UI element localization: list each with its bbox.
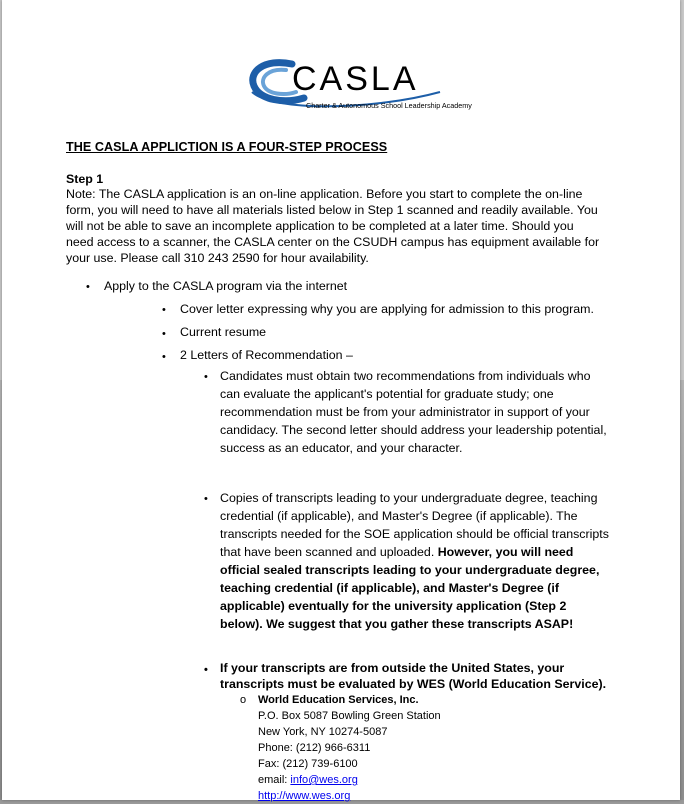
email-link[interactable]: info@wes.org xyxy=(290,774,358,786)
step1-note xyxy=(66,186,656,266)
logo-wordmark: CASLA xyxy=(292,60,419,98)
wes-fax: Fax: (212) 739-6100 xyxy=(258,758,358,770)
outside-us-notice xyxy=(220,660,660,692)
text-line: success as an educator, and your character. xyxy=(220,441,463,455)
bold-text-line: teaching credential (if applicable), and Master's Degree (if xyxy=(220,581,559,595)
bullet-dot: • xyxy=(162,328,166,340)
note-line: will not be able to save an incomplete application to be completed at a later time. Should you xyxy=(66,219,574,233)
list-item-recommendations: 2 Letters of Recommendation – xyxy=(180,348,353,362)
bold-text-line: official sealed transcripts leading to your undergraduate degree, xyxy=(220,563,600,577)
text-line: candidacy. The second letter should address your leadership potential, xyxy=(220,423,607,437)
text-line xyxy=(220,543,660,561)
text-line: recommendation must be from your administrator in support of your xyxy=(220,405,590,419)
bold-text-line: applicable) eventually for the university application (Step 2 xyxy=(220,599,567,613)
note-line: need access to a scanner, the CASLA center on the CSUDH campus has equipment available for xyxy=(66,235,600,249)
text-line: credential (if applicable), and Master's Degree (if applicable). The xyxy=(220,509,578,523)
recommendation-details xyxy=(220,367,660,457)
bullet-dot: • xyxy=(204,371,208,383)
text-line: transcripts needed for the SOE application should be official transcripts xyxy=(220,527,609,541)
wes-contact-block xyxy=(258,692,618,804)
wes-website-line xyxy=(258,788,618,804)
transcripts-details xyxy=(220,489,660,633)
wes-name: World Education Services, Inc. xyxy=(258,694,419,706)
document-page xyxy=(2,0,680,800)
wes-address-line1: P.O. Box 5087 Bowling Green Station xyxy=(258,710,441,722)
bullet-dot: • xyxy=(86,281,90,293)
sub-bullet-marker: o xyxy=(240,694,247,706)
list-item-cover-letter: Cover letter expressing why you are applying for admission to this program. xyxy=(180,302,594,316)
logo-tagline: Charter & Autonomous School Leadership Academy xyxy=(306,101,472,110)
bold-text-line: transcripts must be evaluated by WES (World Education Service). xyxy=(220,677,607,691)
bullet-dot: • xyxy=(204,493,208,505)
wes-address-line2: New York, NY 10274-5087 xyxy=(258,726,388,738)
text-line: can evaluate the applicant's potential for graduate study; one xyxy=(220,387,554,401)
note-line: Note: The CASLA application is an on-line application. Before you start to complete the on-line xyxy=(66,187,583,201)
page-heading: THE CASLA APPLICTION IS A FOUR-STEP PROCESS xyxy=(66,140,388,154)
bullet-dot: • xyxy=(162,304,166,316)
bold-text-line: If your transcripts are from outside the United States, your xyxy=(220,661,565,675)
website-link[interactable]: http://www.wes.org xyxy=(258,790,351,802)
text-line: Candidates must obtain two recommendations from individuals who xyxy=(220,369,591,383)
note-line: form, you will need to have all materials listed below in Step 1 scanned and readily available. You xyxy=(66,203,598,217)
bold-text-segment: However, you will need xyxy=(437,545,574,559)
casla-logo xyxy=(244,52,472,118)
wes-email-line xyxy=(258,772,618,788)
email-label: email: xyxy=(258,774,291,786)
bullet-dot: • xyxy=(204,664,208,676)
note-line: your use. Please call 310 243 2590 for hour availability. xyxy=(66,251,369,265)
text-line: Copies of transcripts leading to your undergraduate degree, teaching xyxy=(220,491,598,505)
list-item-resume: Current resume xyxy=(180,325,267,339)
bullet-dot: • xyxy=(162,351,166,363)
wes-phone: Phone: (212) 966-6311 xyxy=(258,742,371,754)
step1-title: Step 1 xyxy=(66,172,104,186)
text-segment: that have been scanned and uploaded. xyxy=(220,545,438,559)
casla-swoosh-icon xyxy=(244,52,472,118)
list-item-apply: Apply to the CASLA program via the internet xyxy=(104,279,348,293)
bold-text-line: below). We suggest that you gather these transcripts ASAP! xyxy=(220,617,574,631)
